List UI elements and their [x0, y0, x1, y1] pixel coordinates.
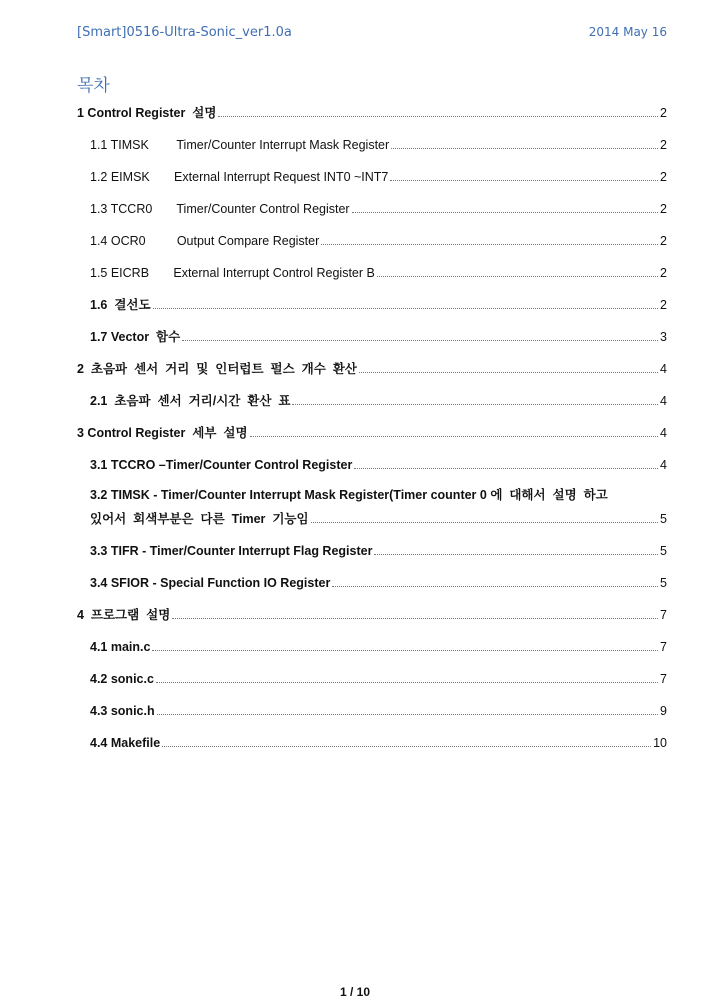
toc-entry-1-7[interactable]: 1.7 Vector 함수 3: [90, 330, 667, 344]
toc-entry-1-5[interactable]: 1.5 EICRB External Interrupt Control Register B 2: [90, 266, 667, 280]
toc-entry-1-3[interactable]: 1.3 TCCR0 Timer/Counter Control Register 2: [90, 202, 667, 216]
toc-entry-3-1[interactable]: 3.1 TCCRO –Timer/Counter Control Register 4: [90, 458, 667, 472]
toc-entry-2-1[interactable]: 2.1 초음파 센서 거리/시간 환산 표 4: [90, 394, 667, 408]
document-title: [Smart]0516-Ultra-Sonic_ver1.0a: [77, 25, 292, 40]
toc-entry-4[interactable]: 4 프로그램 설명 7: [77, 608, 667, 622]
toc-entry-4-3[interactable]: 4.3 sonic.h 9: [90, 704, 667, 718]
toc-heading: 목차: [77, 76, 110, 96]
toc-entry-1-6[interactable]: 1.6 결선도 2: [90, 298, 667, 312]
document-date: 2014 May 16: [588, 25, 667, 39]
page-header: [77, 25, 667, 45]
toc-entry-3[interactable]: 3 Control Register 세부 설명 4: [77, 426, 667, 440]
page-number: 1 / 10: [339, 985, 371, 999]
toc-entry-3-3[interactable]: 3.3 TIFR - Timer/Counter Interrupt Flag Register 5: [90, 544, 667, 558]
toc-entry-4-1[interactable]: 4.1 main.c 7: [90, 640, 667, 654]
toc-entry-4-4[interactable]: 4.4 Makefile 10: [90, 736, 667, 750]
toc-entry-3-2-line1[interactable]: 3.2 TIMSK - Timer/Counter Interrupt Mask Register(Timer counter 0 에 대해서 설명 하고: [90, 488, 608, 502]
toc-entry-3-4[interactable]: 3.4 SFIOR - Special Function IO Register 5: [90, 576, 667, 590]
toc-entry-1[interactable]: 1 Control Register 설명 2: [77, 106, 667, 120]
toc-entry-1-2[interactable]: 1.2 EIMSK External Interrupt Request INT0 ~INT7 2: [90, 170, 667, 184]
toc-entry-2[interactable]: 2 초음파 센서 거리 및 인터럽트 펄스 개수 환산 4: [77, 362, 667, 376]
toc-entry-1-4[interactable]: 1.4 OCR0 Output Compare Register 2: [90, 234, 667, 248]
toc-entry-1-1[interactable]: 1.1 TIMSK Timer/Counter Interrupt Mask Register 2: [90, 138, 667, 152]
toc-entry-3-2[interactable]: 있어서 회색부분은 다른 Timer 기능임 5: [90, 512, 667, 526]
toc-entry-4-2[interactable]: 4.2 sonic.c 7: [90, 672, 667, 686]
